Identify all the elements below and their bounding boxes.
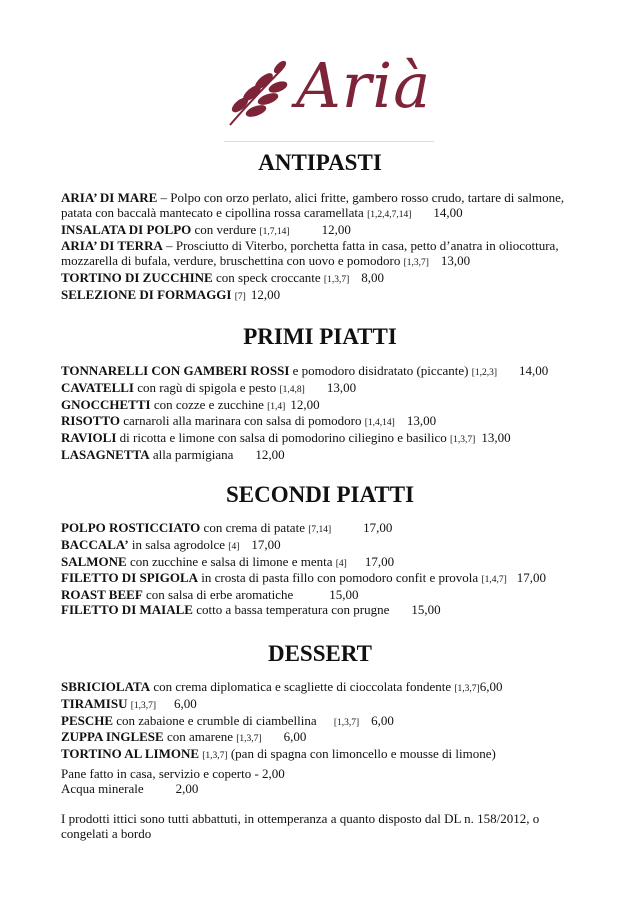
item-description: con salsa di erbe aromatiche — [142, 587, 294, 603]
item-allergens: [1,4,14] — [364, 418, 395, 429]
menu-item — [61, 571, 581, 588]
item-description: con cozze e zucchine — [150, 396, 268, 412]
item-description: con amarene — [163, 729, 237, 745]
item-price: 17,00 — [364, 553, 395, 569]
item-description: alla parmigiana — [149, 446, 234, 462]
item-description: con crema diplomatica e scagliette di cioccolata fondente — [150, 679, 455, 694]
item-allergens: [1,3,7] — [449, 435, 476, 446]
item-price: 12,00 — [255, 446, 285, 462]
menu-item — [61, 448, 581, 463]
item-price: 13,00 — [406, 413, 437, 429]
item-allergens: [1,3,7] — [236, 734, 262, 745]
item-name: INSALATA DI POLPO — [61, 221, 192, 237]
item-price: 13,00 — [481, 430, 511, 446]
item-name: ZUPPA INGLESE — [61, 729, 164, 745]
item-description: con verdure — [191, 221, 260, 237]
item-name: ARIA’ DI TERRA — [61, 238, 163, 254]
item-price: 6,00 — [371, 712, 394, 728]
item-price: 12,00 — [321, 221, 351, 237]
item-name: ARIA’ DI MARE — [61, 190, 158, 205]
menu-item — [61, 714, 581, 731]
primi-piatti-list — [61, 364, 581, 463]
item-allergens: [1,3,7] — [202, 751, 228, 762]
menu-item — [61, 697, 581, 714]
item-price: 6,00 — [174, 695, 197, 711]
menu-item — [61, 538, 581, 555]
logo-wordmark: Arià — [296, 49, 432, 122]
item-allergens: [1,3,7] — [333, 717, 360, 728]
item-allergens: [1,3,7] — [403, 258, 429, 269]
item-allergens: [1,7,14] — [259, 226, 290, 237]
item-name: BACCALA’ — [61, 536, 129, 552]
item-allergens: [4] — [335, 558, 347, 569]
item-description: di ricotta e limone con salsa di pomodorino ciliegino e basilico — [116, 430, 450, 446]
item-allergens: [1,4] — [267, 401, 286, 412]
item-allergens: [7] — [234, 291, 246, 302]
item-description-extra: (pan di spagna con limoncello e mousse di limone) — [227, 746, 496, 762]
menu-item — [61, 521, 581, 538]
menu-item — [61, 588, 581, 603]
water-label: Acqua minerale — [61, 781, 144, 796]
fish-notice: I prodotti ittici sono tutti abbattuti, in ottemperanza a quanto disposto dal DL n. 158/2012, o congelati a bordo — [61, 811, 540, 841]
item-description: – Prosciutto di Viterbo, porchetta fatta in casa, petto d’anatra in oliocottura, mozzarella di bufala, verdure, bruschettina con uovo e pomodoro — [61, 238, 559, 269]
section-title-primi-piatti: PRIMI PIATTI — [243, 324, 397, 349]
item-name: RAVIOLI — [61, 430, 117, 446]
logo-divider — [224, 141, 434, 142]
item-name: TONNARELLI CON GAMBERI ROSSI — [61, 363, 290, 378]
item-name: FILETTO DI SPIGOLA — [61, 570, 199, 586]
item-price: 14,00 — [519, 363, 549, 378]
item-description: carnaroli alla marinara con salsa di pomodoro — [120, 413, 365, 429]
section-title-secondi-piatti: SECONDI PIATTI — [225, 482, 415, 507]
item-description: con zabaione e crumble di ciambellina — [113, 712, 320, 728]
menu-item — [61, 680, 581, 697]
olive-branch-icon — [222, 55, 302, 135]
item-name: GNOCCHETTI — [61, 396, 151, 412]
item-allergens: [1,3,7] — [323, 274, 350, 285]
item-name: FILETTO DI MAIALE — [61, 601, 193, 617]
item-name: CAVATELLI — [61, 379, 134, 395]
item-name: POLPO ROSTICCIATO — [61, 520, 201, 535]
item-name: SALMONE — [61, 553, 127, 569]
item-price: 12,00 — [250, 286, 281, 302]
item-price: 6,00 — [479, 679, 503, 694]
item-price: 12,00 — [290, 396, 320, 412]
menu-item — [61, 239, 581, 271]
menu-item — [61, 271, 581, 288]
item-allergens: [1,4,7] — [481, 575, 507, 586]
item-name: TIRAMISU — [61, 695, 128, 711]
item-name: TORTINO AL LIMONE — [61, 746, 200, 762]
section-title-dessert: DESSERT — [267, 641, 373, 666]
item-name: ROAST BEEF — [61, 587, 143, 603]
menu-item — [61, 414, 581, 431]
item-price: 6,00 — [283, 729, 307, 745]
item-description: – Polpo con orzo perlato, alici fritte, gambero rosso crudo, tartare di salmone, patata con baccalà mantecato e cipollina rossa caramellata — [61, 190, 565, 220]
item-name: LASAGNETTA — [61, 446, 150, 462]
item-allergens: [1,2,3] — [471, 368, 498, 378]
bread-service-note: Pane fatto in casa, servizio e coperto - 2,00 — [61, 766, 285, 781]
menu-item — [61, 747, 581, 764]
item-price: 17,00 — [251, 536, 281, 552]
item-name: TORTINO DI ZUCCHINE — [61, 269, 213, 285]
item-price: 15,00 — [329, 587, 359, 603]
menu-item — [61, 381, 581, 398]
item-allergens: [1,3,7] — [454, 684, 480, 694]
item-allergens: [4] — [228, 541, 240, 552]
menu-item — [61, 398, 581, 415]
item-price: 15,00 — [411, 601, 441, 617]
menu-item — [61, 730, 581, 747]
antipasti-list — [61, 191, 581, 305]
menu-item — [61, 603, 581, 618]
item-name: RISOTTO — [61, 413, 121, 429]
item-description: in crosta di pasta fillo con pomodoro confit e provola — [198, 570, 482, 586]
menu-item — [61, 364, 581, 381]
item-description: e pomodoro disidratato (piccante) — [289, 363, 472, 378]
water-price: 2,00 — [175, 781, 199, 796]
item-price: 14,00 — [433, 204, 463, 220]
item-description: cotto a bassa temperatura con prugne — [192, 601, 390, 617]
item-allergens: [1,3,7] — [130, 700, 157, 711]
section-title-antipasti: ANTIPASTI — [258, 150, 382, 175]
item-price: 13,00 — [440, 253, 471, 269]
item-description: con zucchine e salsa di limone e menta — [126, 553, 336, 569]
item-price: 17,00 — [516, 570, 547, 586]
item-description: con ragù di spigola e pesto — [133, 379, 280, 395]
item-allergens: [1,4,8] — [279, 384, 305, 395]
dessert-list — [61, 680, 581, 764]
item-allergens: [1,2,4,7,14] — [367, 209, 412, 220]
item-price: 8,00 — [361, 269, 384, 285]
item-description: in salsa agrodolce — [128, 536, 229, 552]
item-price: 13,00 — [326, 379, 357, 395]
menu-item — [61, 223, 581, 240]
menu-item — [61, 555, 581, 572]
item-name: PESCHE — [61, 712, 114, 728]
menu-item — [61, 191, 581, 223]
item-description: con speck croccante — [212, 269, 324, 285]
item-name: SBRICIOLATA — [61, 679, 151, 694]
water-line — [61, 782, 581, 797]
menu-item — [61, 431, 581, 448]
item-description: con crema di patate — [200, 520, 309, 535]
restaurant-logo — [222, 49, 437, 135]
item-allergens: [7,14] — [308, 525, 332, 535]
secondi-piatti-list — [61, 521, 581, 618]
item-name: SELEZIONE DI FORMAGGI — [61, 286, 232, 302]
item-price: 17,00 — [363, 520, 393, 535]
menu-item — [61, 288, 581, 305]
